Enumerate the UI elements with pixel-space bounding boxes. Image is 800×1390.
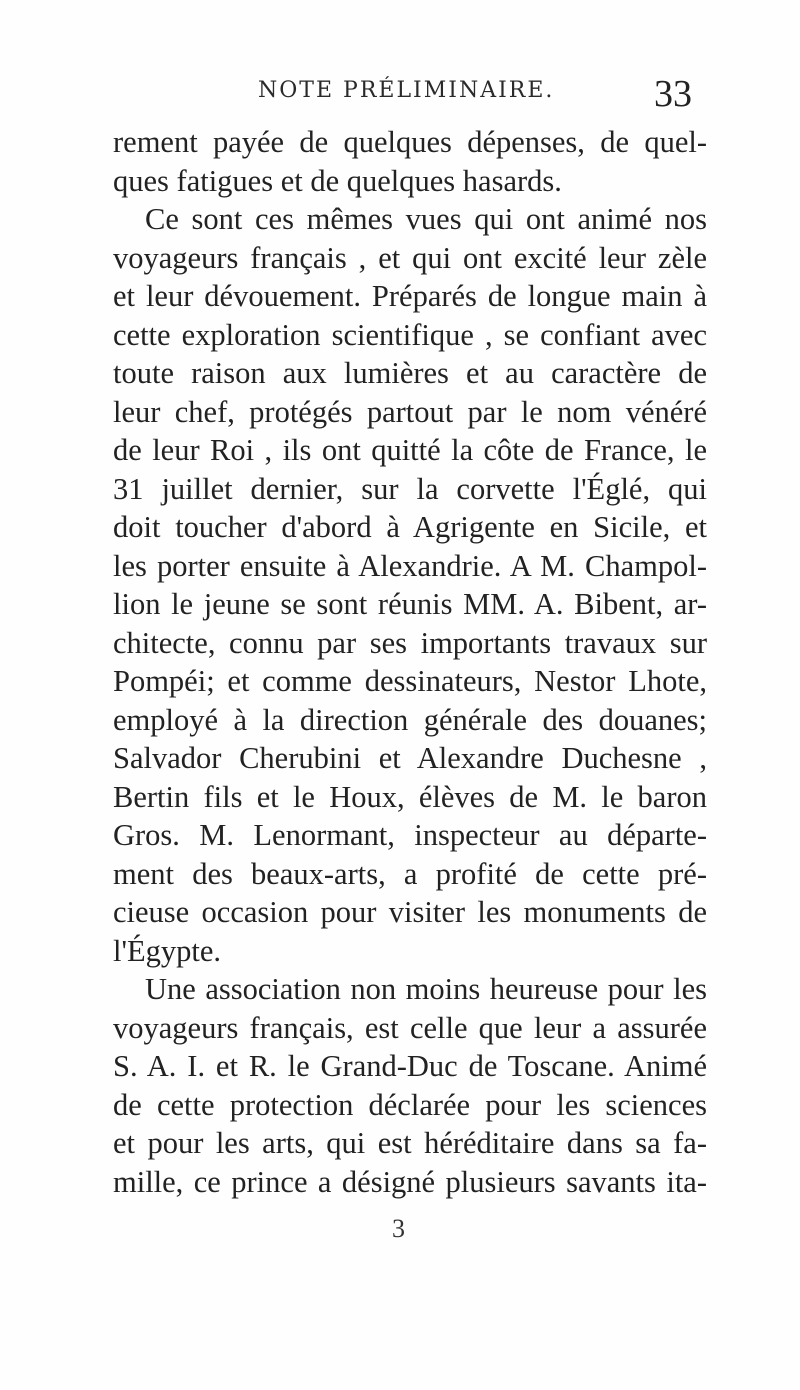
text-line: toute raison aux lumières et au caractère de xyxy=(113,356,707,390)
text-line: Gros. M. Lenormant, inspecteur au départe- xyxy=(113,818,707,852)
text-line: ment des beaux-arts, a profité de cette pré- xyxy=(113,856,707,891)
text-line: Salvador Cherubini et Alexandre Duchesne , xyxy=(113,741,707,775)
text-line: 31 juillet dernier, sur la corvette l'Églé, qui xyxy=(113,471,707,506)
text-line: l'Égypte. xyxy=(113,933,221,968)
text-line: lion le jeune se sont réunis MM. A. Bibent, ar- xyxy=(113,587,707,621)
running-title: NOTE PRÉLIMINAIRE. xyxy=(258,78,555,103)
text-line: Ce sont ces mêmes vues qui ont animé nos xyxy=(145,202,707,236)
signature-mark: 3 xyxy=(392,1214,405,1243)
text-line: voyageurs français , et qui ont excité leur zèle xyxy=(113,240,707,275)
text-line: ques fatigues et de quelques hasards. xyxy=(113,163,562,198)
text-line: doit toucher d'abord à Agrigente en Sicile, et xyxy=(113,510,707,544)
page-number: 33 xyxy=(654,73,692,115)
text-line: cieuse occasion pour visiter les monuments de xyxy=(113,895,707,929)
text-line: de cette protection déclarée pour les sciences xyxy=(113,1087,707,1122)
body-text xyxy=(113,123,707,1201)
running-head xyxy=(0,72,800,115)
text-line: chitecte, connu par ses importants travaux sur xyxy=(113,625,707,660)
text-line: Pompéi; et comme dessinateurs, Nestor Lhote, xyxy=(113,664,707,698)
text-line: rement payée de quelques dépenses, de quel- xyxy=(113,125,707,159)
text-line: Bertin fils et le Houx, élèves de M. le baron xyxy=(113,779,707,814)
text-line: cette exploration scientifique , se confiant avec xyxy=(113,317,707,352)
text-line: employé à la direction générale des douanes; xyxy=(113,702,707,737)
text-line: Une association non moins heureuse pour les xyxy=(145,972,707,1006)
text-line: voyageurs français, est celle que leur a assurée xyxy=(113,1010,707,1045)
text-line: et pour les arts, qui est héréditaire dans sa fa- xyxy=(113,1126,707,1160)
text-line: leur chef, protégés partout par le nom vénéré xyxy=(113,394,707,429)
text-line: mille, ce prince a désigné plusieurs savants ita- xyxy=(113,1164,707,1199)
text-line: et leur dévouement. Préparés de longue main à xyxy=(113,279,707,313)
text-line: les porter ensuite à Alexandrie. A M. Champol- xyxy=(113,548,707,583)
text-line: de leur Roi , ils ont quitté la côte de France, le xyxy=(113,433,707,467)
text-line: S. A. I. et R. le Grand-Duc de Toscane. Animé xyxy=(113,1049,707,1083)
